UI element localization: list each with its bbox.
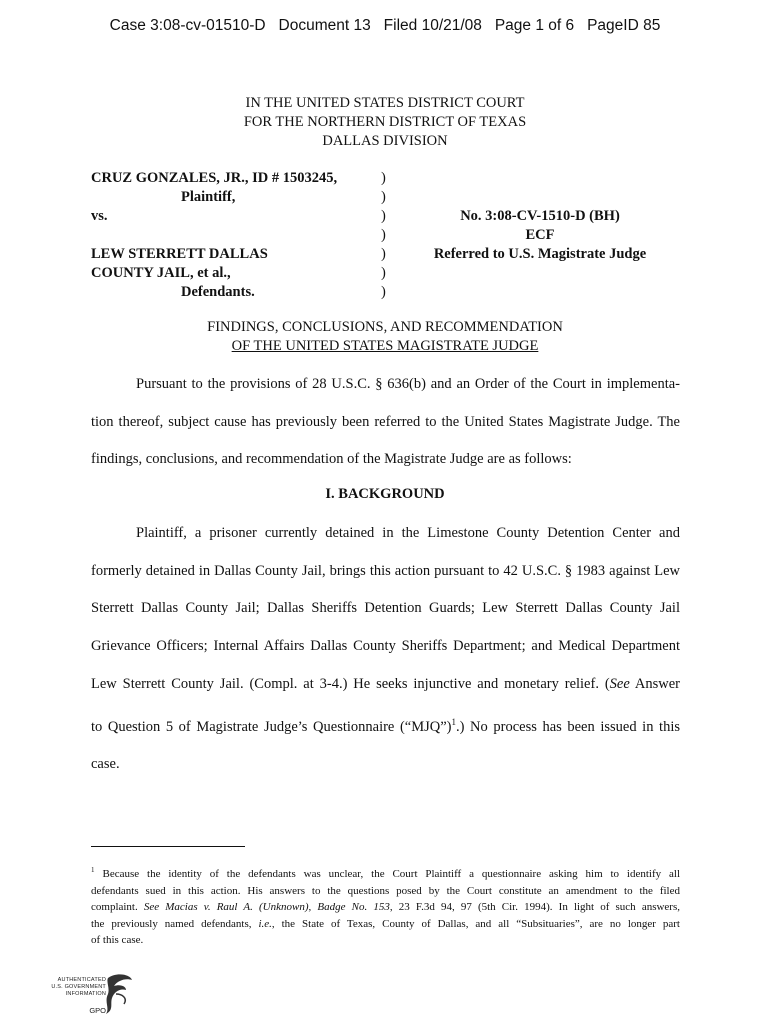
case-citation: See Macias v. Raul A. (Unknown), Badge No. 153 — [143, 901, 390, 913]
text-run: Lew Sterrett County Jail. (Compl. at 3-4.) He seeks injunctive and monetary relief. ( — [91, 675, 610, 692]
footnote-line — [91, 899, 680, 916]
paren: ) — [381, 170, 386, 186]
filed-date: Filed 10/21/08 — [383, 17, 482, 34]
court-division: DALLAS DIVISION — [322, 133, 448, 149]
plaintiff-label: Plaintiff, — [181, 189, 236, 205]
citation-signal: See — [609, 675, 630, 692]
caption-blank — [91, 226, 337, 245]
text-run: , 23 F.3d 94, 97 (5th Cir. 1994). In light of such answers, — [389, 901, 680, 913]
title-line-2: OF THE UNITED STATES MAGISTRATE JUDGE — [231, 338, 539, 354]
paragraph-line — [91, 704, 680, 747]
paren: ) — [381, 284, 386, 300]
defendant-name: LEW STERRETT DALLAS — [91, 246, 268, 262]
gpo-text-line: INFORMATION — [65, 991, 106, 997]
background-paragraph — [91, 515, 680, 784]
defendant-name-cont: COUNTY JAIL, et al., — [91, 265, 231, 281]
section-heading: I. BACKGROUND — [325, 486, 445, 502]
paragraph-line: formerly detained in Dallas County Jail, brings this action pursuant to 42 U.S.C. § 1983 against Lew — [91, 562, 680, 579]
case-header — [0, 17, 770, 35]
referral-note: Referred to U.S. Magistrate Judge — [433, 246, 647, 262]
gpo-seal-text — [40, 977, 106, 998]
text-run: Answer — [629, 675, 680, 692]
paragraph-line: Plaintiff, a prisoner currently detained in the Limestone County Detention Center and — [136, 525, 680, 541]
page-id: PageID 85 — [587, 17, 661, 34]
footnote-divider — [91, 846, 245, 847]
gpo-label: GPO — [89, 1006, 106, 1015]
caption-parentheses — [381, 169, 386, 302]
intro-paragraph — [91, 366, 680, 479]
paragraph-line: Pursuant to the provisions of 28 U.S.C. § 636(b) and an Order of the Court in implementa- — [136, 376, 680, 392]
paragraph-line: tion thereof, subject cause has previously been referred to the United States Magistrate Judge. The — [91, 413, 680, 430]
text-run: to Question 5 of Magistrate Judge’s Questionnaire (“MJQ”) — [91, 718, 452, 735]
court-line: FOR THE NORTHERN DISTRICT OF TEXAS — [243, 114, 527, 130]
page-number: Page 1 of 6 — [494, 17, 575, 34]
text-run: , the State of Texas, County of Dallas, and all “Subsituaries”, are no longer part — [271, 917, 680, 930]
paren: ) — [381, 208, 386, 224]
footnote-reference[interactable]: 1 — [451, 716, 456, 727]
court-heading — [0, 94, 770, 151]
footnote-line — [91, 916, 680, 933]
eagle-icon — [102, 972, 136, 1016]
document-title — [0, 318, 770, 356]
case-number: Case 3:08-cv-01510-D — [109, 17, 266, 34]
paragraph-line: Sterrett Dallas County Jail; Dallas Sheriffs Detention Guards; Lew Sterrett Dallas County Jail — [91, 600, 680, 617]
document-number: Document 13 — [278, 17, 371, 34]
footnote-mark: 1 — [91, 866, 95, 874]
defendants-label: Defendants. — [181, 284, 255, 300]
footnote-line — [91, 862, 680, 883]
versus: vs. — [91, 208, 108, 224]
paragraph-line: case. — [91, 756, 120, 773]
paragraph-line: findings, conclusions, and recommendation of the Magistrate Judge are as follows: — [91, 451, 572, 468]
case-docket-number: No. 3:08-CV-1510-D (BH) — [460, 208, 620, 224]
paragraph-line: Grievance Officers; Internal Affairs Dallas County Sheriffs Department; and Medical Department — [91, 638, 680, 655]
text-run: complaint. — [91, 901, 144, 913]
paren: ) — [381, 265, 386, 281]
paragraph-line — [91, 666, 680, 704]
ecf-label: ECF — [525, 227, 555, 243]
text-run-italic: i.e. — [258, 917, 272, 930]
footnote-line: defendants sued in this action. His answers to the questions posed by the Court constitute an amendment to the filed — [91, 884, 680, 897]
caption-parties — [91, 169, 337, 302]
footnote — [91, 862, 680, 949]
plaintiff-name: CRUZ GONZALES, JR., ID # 1503245, — [91, 170, 338, 186]
paren: ) — [381, 189, 386, 205]
court-line: IN THE UNITED STATES DISTRICT COURT — [245, 95, 525, 111]
gpo-authentication-seal — [40, 972, 136, 1016]
gpo-text-line: AUTHENTICATED — [57, 977, 106, 983]
gpo-text-line: U.S. GOVERNMENT — [51, 984, 106, 990]
footnote-line: of this case. — [91, 934, 144, 946]
text-run: Because the identity of the defendants was unclear, the Court Plaintiff a questionnaire asking him to identify all — [102, 868, 680, 880]
paren: ) — [381, 227, 386, 243]
paren: ) — [381, 246, 386, 262]
title-line-1: FINDINGS, CONCLUSIONS, AND RECOMMENDATION — [207, 319, 563, 335]
text-run: .) No process has been issued in this — [456, 718, 680, 735]
case-info — [420, 207, 660, 264]
text-run: the previously named defendants, — [91, 917, 259, 930]
